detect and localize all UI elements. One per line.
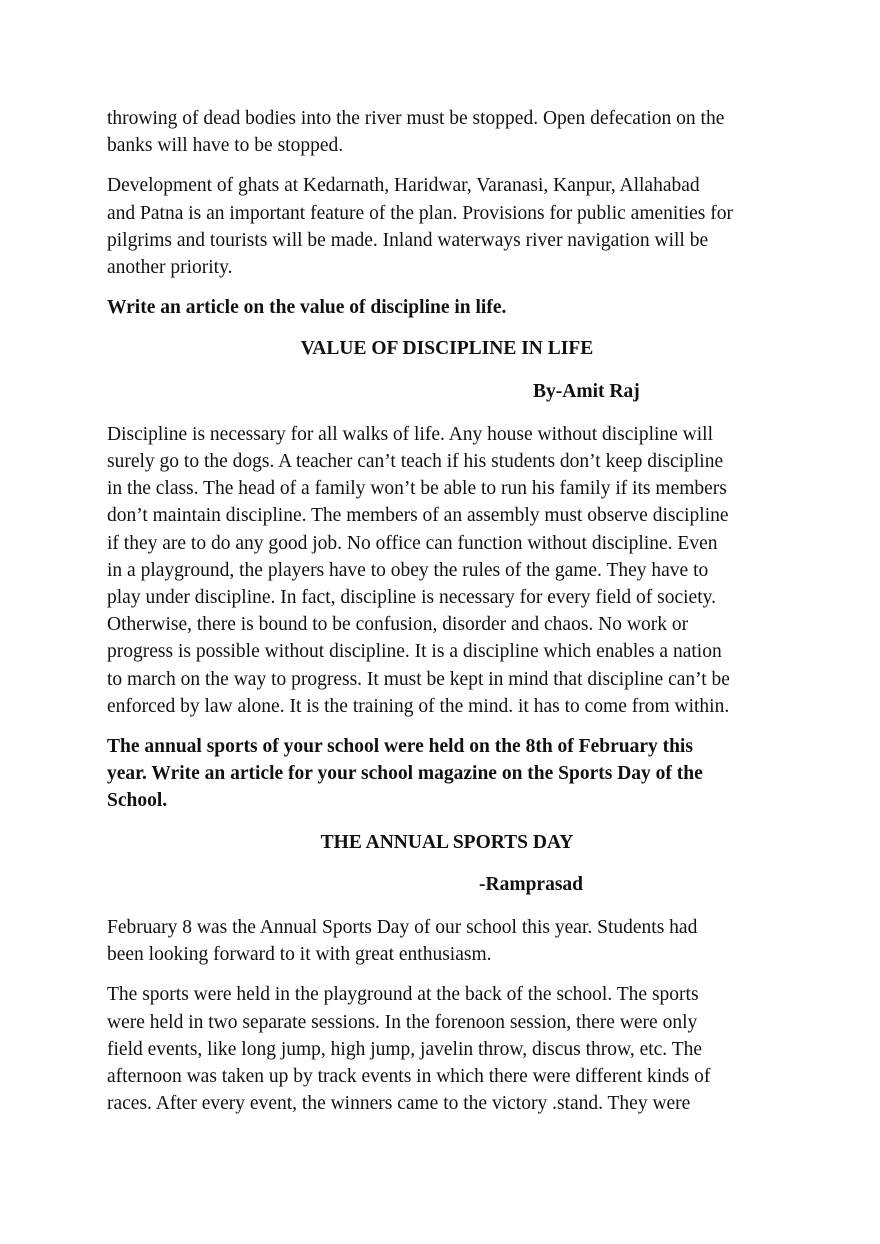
discipline-question: Write an article on the value of discipline in life.	[107, 297, 507, 319]
text-line: Development of ghats at Kedarnath, Haridwar, Varanasi, Kanpur, Allahabad	[107, 175, 700, 197]
document-page	[107, 105, 787, 1131]
text-line: and Patna is an important feature of the plan. Provisions for public amenities for	[107, 202, 734, 224]
text-line: field events, like long jump, high jump, javelin throw, discus throw, etc. The	[107, 1038, 703, 1060]
sports-day-article-title: THE ANNUAL SPORTS DAY	[320, 831, 574, 853]
text-line: play under discipline. In fact, discipline is necessary for every field of society.	[107, 587, 716, 609]
text-line: year. Write an article for your school magazine on the Sports Day of the	[107, 763, 703, 785]
ganga-plan-paragraph-2	[107, 172, 787, 281]
text-line: to march on the way to progress. It must be kept in mind that discipline can’t be	[107, 668, 730, 690]
text-line: don’t maintain discipline. The members of an assembly must observe discipline	[107, 505, 729, 527]
text-line: progress is possible without discipline. It is a discipline which enables a nation	[107, 641, 722, 663]
sports-day-article-author: -Ramprasad	[479, 873, 584, 895]
discipline-article-title: VALUE OF DISCIPLINE IN LIFE	[300, 338, 594, 360]
text-line: were held in two separate sessions. In the forenoon session, there were only	[107, 1011, 698, 1033]
ganga-plan-paragraph-1	[107, 105, 787, 159]
text-line: The annual sports of your school were held on the 8th of February this	[107, 736, 693, 758]
text-line: The sports were held in the playground at the back of the school. The sports	[107, 984, 699, 1006]
text-line: if they are to do any good job. No office can function without discipline. Even	[107, 532, 718, 554]
text-line: February 8 was the Annual Sports Day of our school this year. Students had	[107, 917, 698, 939]
sports-day-question	[107, 733, 787, 815]
text-line: afternoon was taken up by track events in which there were different kinds of	[107, 1066, 711, 1088]
text-line: School.	[107, 790, 168, 812]
text-line: surely go to the dogs. A teacher can’t teach if his students don’t keep discipline	[107, 451, 724, 473]
text-line: throwing of dead bodies into the river must be stopped. Open defecation on the	[107, 108, 725, 129]
text-line: Otherwise, there is bound to be confusion, disorder and chaos. No work or	[107, 614, 689, 636]
sports-day-paragraph-1	[107, 914, 787, 968]
text-line: in a playground, the players have to obey the rules of the game. They have to	[107, 559, 709, 581]
text-line: Discipline is necessary for all walks of life. Any house without discipline will	[107, 423, 714, 445]
text-line: another priority.	[107, 257, 233, 279]
text-line: races. After every event, the winners came to the victory .stand. They were	[107, 1093, 691, 1115]
discipline-article-body	[107, 421, 787, 720]
sports-day-paragraph-2	[107, 981, 787, 1117]
text-line: in the class. The head of a family won’t be able to run his family if its members	[107, 478, 727, 500]
text-line: banks will have to be stopped.	[107, 135, 344, 157]
discipline-article-author: By-Amit Raj	[533, 380, 640, 402]
text-line: enforced by law alone. It is the training of the mind. it has to come from within.	[107, 695, 730, 717]
text-line: pilgrims and tourists will be made. Inland waterways river navigation will be	[107, 229, 709, 251]
text-line: been looking forward to it with great enthusiasm.	[107, 944, 492, 966]
